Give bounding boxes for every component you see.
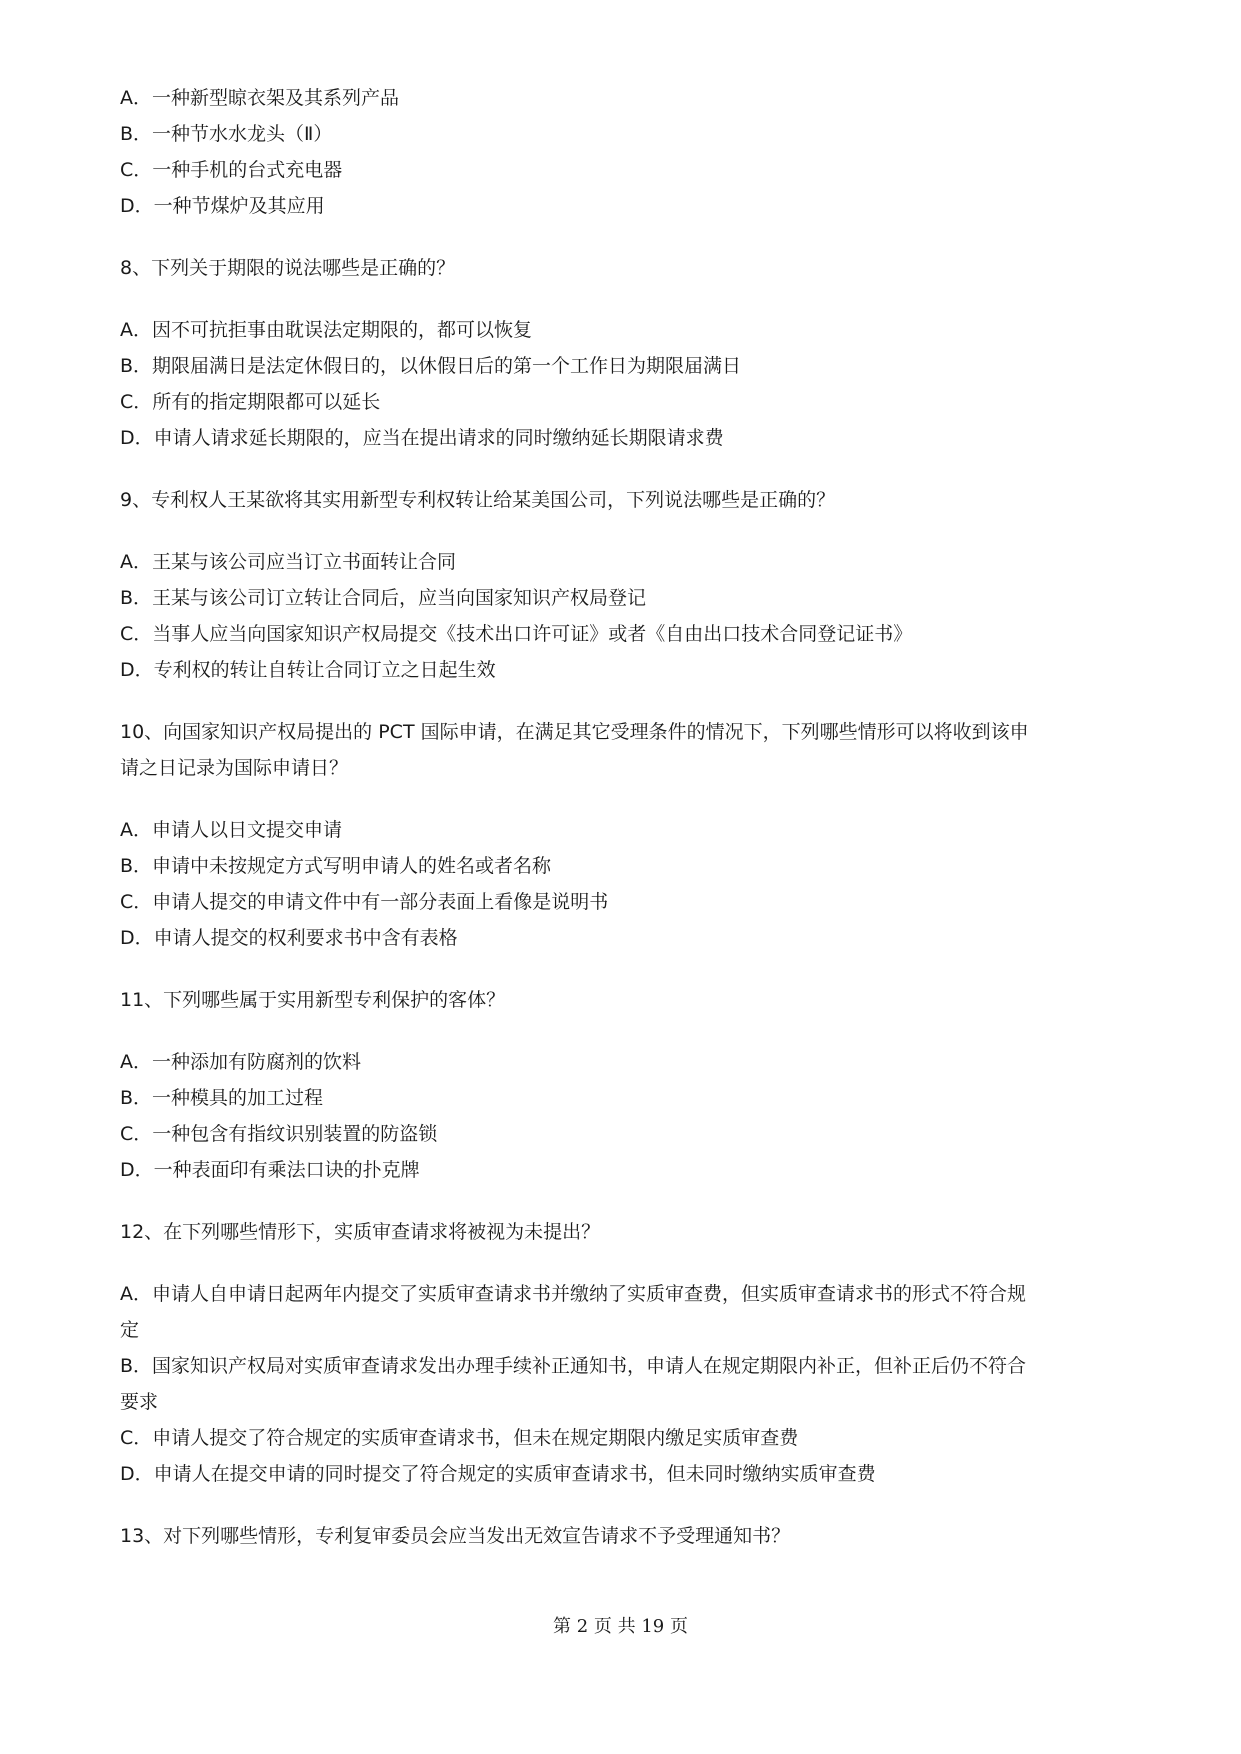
q10-question: [120, 714, 1160, 786]
q9-option-a: A．王某与该公司应当订立书面转让合同: [120, 551, 456, 573]
q10-option-b: B．申请中未按规定方式写明申请人的姓名或者名称: [120, 855, 552, 877]
q9-option-c: C．当事人应当向国家知识产权局提交《技术出口许可证》或者《自由出口技术合同登记证书》: [120, 623, 913, 645]
q7-option-b: B．一种节水水龙头（Ⅱ）: [120, 123, 333, 145]
q10-option-c: C．申请人提交的申请文件中有一部分表面上看像是说明书: [120, 891, 609, 913]
q7-option-d: D．一种节煤炉及其应用: [120, 195, 325, 217]
q10-question-line1: 10、向国家知识产权局提出的 PCT 国际申请，在满足其它受理条件的情况下，下列哪些情形可以将收到该申: [120, 721, 1029, 743]
q7-options: [120, 80, 1160, 224]
q10-options: [120, 812, 1160, 956]
q11-option-c: C．一种包含有指纹识别装置的防盗锁: [120, 1123, 438, 1145]
q8-option-c: C．所有的指定期限都可以延长: [120, 391, 381, 413]
q12-option-a-line2: 定: [120, 1319, 140, 1341]
q11-question: 11、下列哪些属于实用新型专利保护的客体？: [120, 989, 506, 1011]
q12-question: 12、在下列哪些情形下，实质审查请求将被视为未提出？: [120, 1221, 601, 1243]
q12-option-c: C．申请人提交了符合规定的实质审查请求书，但未在规定期限内缴足实质审查费: [120, 1427, 799, 1449]
document-page: [120, 80, 1160, 1554]
q9-question: 9、专利权人王某欲将其实用新型专利权转让给某美国公司，下列说法哪些是正确的？: [120, 489, 836, 511]
q11-option-a: A．一种添加有防腐剂的饮料: [120, 1051, 361, 1073]
page-number-footer: 第 2 页 共 19 页: [553, 1616, 688, 1637]
q9-option-b: B．王某与该公司订立转让合同后，应当向国家知识产权局登记: [120, 587, 647, 609]
q8-option-d: D．申请人请求延长期限的，应当在提出请求的同时缴纳延长期限请求费: [120, 427, 724, 449]
q9-options: [120, 544, 1160, 688]
q8-options: [120, 312, 1160, 456]
q7-option-c: C．一种手机的台式充电器: [120, 159, 343, 181]
q13-question: 13、对下列哪些情形，专利复审委员会应当发出无效宣告请求不予受理通知书？: [120, 1525, 791, 1547]
q12-options: [120, 1276, 1160, 1492]
q11-option-d: D．一种表面印有乘法口诀的扑克牌: [120, 1159, 420, 1181]
q11-option-b: B．一种模具的加工过程: [120, 1087, 324, 1109]
q12-option-d: D．申请人在提交申请的同时提交了符合规定的实质审查请求书，但未同时缴纳实质审查费: [120, 1463, 876, 1485]
q12-option-b-line1: B．国家知识产权局对实质审查请求发出办理手续补正通知书，申请人在规定期限内补正，但补正后仍不符合: [120, 1355, 1027, 1377]
q10-option-d: D．申请人提交的权利要求书中含有表格: [120, 927, 458, 949]
q12-option-b-line2: 要求: [120, 1391, 159, 1413]
q7-option-a: A．一种新型晾衣架及其系列产品: [120, 87, 399, 109]
q11-options: [120, 1044, 1160, 1188]
q8-option-b: B．期限届满日是法定休假日的，以休假日后的第一个工作日为期限届满日: [120, 355, 742, 377]
q12-option-a-line1: A．申请人自申请日起两年内提交了实质审查请求书并缴纳了实质审查费，但实质审查请求书的形式不符合规: [120, 1283, 1027, 1305]
q10-question-line2: 请之日记录为国际申请日？: [120, 757, 349, 779]
q10-option-a: A．申请人以日文提交申请: [120, 819, 342, 841]
q9-option-d: D．专利权的转让自转让合同订立之日起生效: [120, 659, 496, 681]
q8-option-a: A．因不可抗拒事由耽误法定期限的，都可以恢复: [120, 319, 532, 341]
q8-question: 8、下列关于期限的说法哪些是正确的？: [120, 257, 456, 279]
